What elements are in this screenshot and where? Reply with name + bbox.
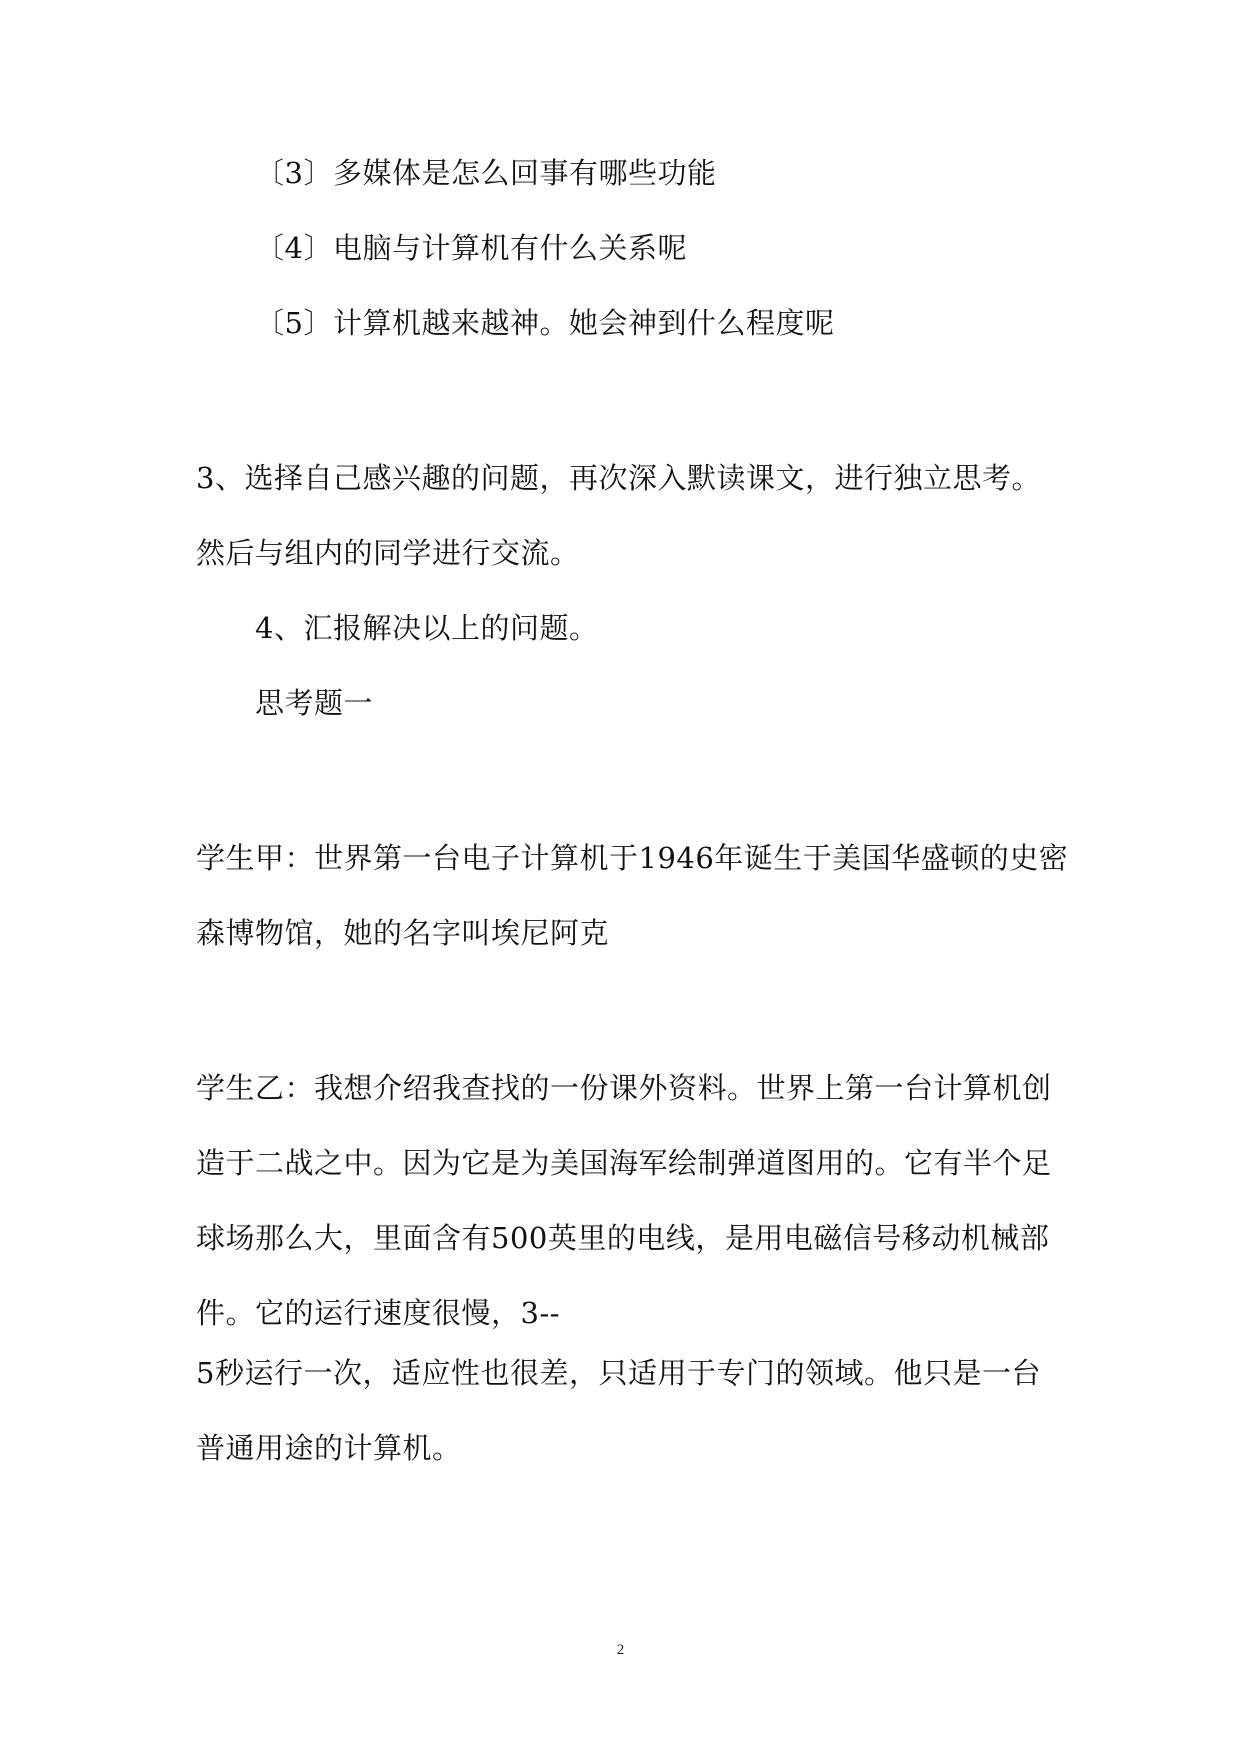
student-b-line5: 5秒运行一次，适应性也很差，只适用于专门的领域。他只是一台: [196, 1356, 1041, 1390]
student-b-line4: 件。它的运行速度很慢，3--: [196, 1296, 561, 1330]
student-b-line2: 造于二战之中。因为它是为美国海军绘制弹道图用的。它有半个足: [196, 1146, 1052, 1180]
step3-line1: 3、选择自己感兴趣的问题，再次深入默读课文，进行独立思考。: [196, 461, 1041, 495]
student-b-line6: 普通用途的计算机。: [196, 1431, 462, 1465]
question-heading: 思考题一: [255, 686, 374, 720]
student-a-line1: 学生甲：世界第一台电子计算机于1946年诞生于美国华盛顿的史密: [196, 841, 1069, 875]
page-number: 2: [616, 1642, 625, 1658]
step3-line2: 然后与组内的同学进行交流。: [196, 536, 580, 570]
list-item-4: 〔4〕电脑与计算机有什么关系呢: [255, 231, 687, 265]
student-a-line2: 森博物馆，她的名字叫埃尼阿克: [196, 916, 610, 950]
list-item-3: 〔3〕多媒体是怎么回事有哪些功能: [255, 156, 717, 190]
student-b-line1: 学生乙：我想介绍我查找的一份课外资料。世界上第一台计算机创: [196, 1071, 1052, 1105]
step4-text: 4、汇报解决以上的问题。: [255, 611, 599, 645]
list-item-5: 〔5〕计算机越来越神。她会神到什么程度呢: [255, 306, 835, 340]
student-b-line3: 球场那么大，里面含有500英里的电线，是用电磁信号移动机械部: [196, 1221, 1050, 1255]
